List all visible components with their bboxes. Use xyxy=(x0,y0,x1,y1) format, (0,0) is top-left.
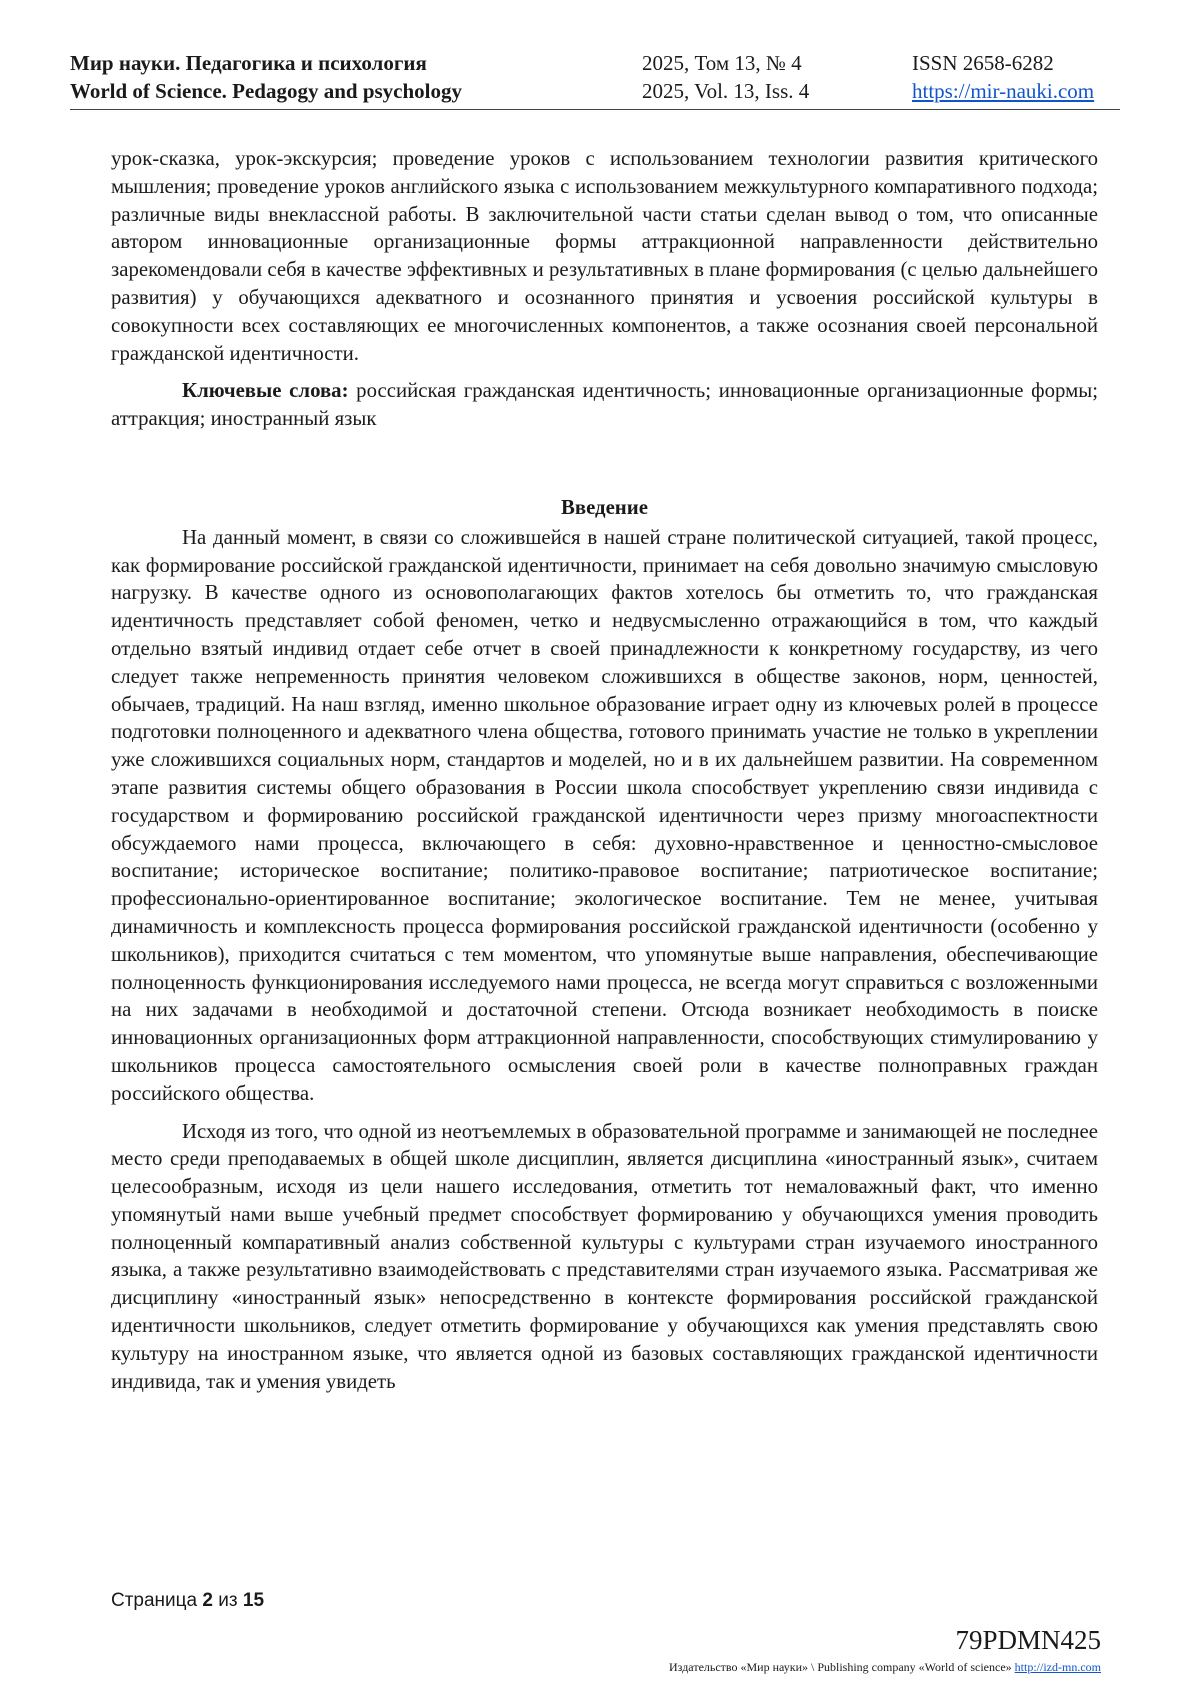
page-of: из xyxy=(218,1590,238,1611)
abstract-continuation: урок-сказка, урок-экскурсия; проведение уроков с использованием технологии развития критического мышления; проведение уроков английского языка с использованием межкультурного компаративного подхода; различные виды внеклассной работы. В заключительной части статьи сделан вывод о том, что описанные автором инновационные организационные формы аттракционной направленности действительно зарекомендовали себя в качестве эффективных и результативных в плане формирования (с целью дальнейшего развития) у обучающихся адекватного и осознанного принятия и усвоения российской культуры в совокупности всех составляющих ее многочисленных компонентов, а также осознания своей персональной гражданской идентичности. xyxy=(111,147,1098,365)
article-code: 79PDMN425 xyxy=(955,1625,1101,1655)
paragraph: На данный момент, в связи со сложившейся в нашей стране политической ситуацией, такой процесс, как формирование российской гражданской идентичности, принимает на себя довольно значимую смысловую нагрузку. В качестве одного из основополагающих фактов хотелось бы отметить то, что гражданская идентичность представляет собой феномен, четко и недвусмысленно отражающийся в том, что каждый отдельно взятый индивид отдает себе отчет в своей принадлежности к конкретному государству, из чего следует также непременность принятия человеком сложившихся в обществе законов, норм, ценностей, обычаев, традиций. На наш взгляд, именно школьное образование играет одну из ключевых ролей в процессе подготовки полноценного и адекватного члена общества, готового принимать участие не только в укреплении уже сложившихся социальных норм, стандартов и моделей, но и в их дальнейшем развитии. На современном этапе развития системы общего образования в России школа способствует укреплению связи индивида с государством и формированию российской гражданской идентичности через призму многоаспектности обсуждаемого нами процесса, включающего в себя: духовно-нравственное и ценностно-смысловое воспитание; историческое воспитание; политико-правовое воспитание; патриотическое воспитание; профессионально-ориентированное воспитание; экологическое воспитание. Тем не менее, учитывая динамичность и комплексность процесса формирования российской гражданской идентичности (особенно у школьников), приходится считаться с тем моментом, что упомянутые выше направления, обеспечивающие полноценность функционирования исследуемого нами процесса, не всегда могут справиться с возложенными на них задачами в необходимой и достаточной степени. Отсюда возникает необходимость в поиске инновационных организационных форм аттракционной направленности, способствующих стимулированию у школьников процесса самостоятельного осмысления своей роли в качестве полноправных граждан российского общества. xyxy=(111,525,1098,1105)
article-body xyxy=(111,145,1098,1395)
page-number xyxy=(111,1590,264,1612)
journal-title-en: World of Science. Pedagogy and psychology xyxy=(70,79,463,103)
publisher-link[interactable]: http://izd-mn.com xyxy=(1014,1660,1101,1674)
keywords-text: российская гражданская идентичность; инновационные организационные формы; аттракция; иностранный язык xyxy=(111,379,1098,431)
keywords-label: Ключевые слова: xyxy=(182,379,349,403)
page-label: Страница xyxy=(111,1590,198,1611)
keywords xyxy=(111,377,1098,433)
journal-url-cell xyxy=(912,78,1094,105)
paragraph: Исходя из того, что одной из неотъемлемых в образовательной программе и занимающей не последнее место среди преподаваемых в общей школе дисциплин, является дисциплина «иностранный язык», считаем целесообразным, исходя из цели нашего исследования, отметить тот немаловажный факт, что именно упомянутый нами выше учебный предмет способствует формированию у обучающихся умения проводить полноценный компаративный анализ собственной культуры с культурами стран изучаемого иностранного языка, а также результативно взаимодействовать с представителями стран изучаемого языка. Рассматривая же дисциплину «иностранный язык» непосредственно в контексте формирования российской гражданской идентичности школьников, следует отметить формирование у обучающихся как умения представлять свою культуру на иностранном языке, что является одной из базовых составляющих гражданской идентичности индивида, так и умения увидеть xyxy=(111,1119,1098,1393)
journal-title-ru: Мир науки. Педагогика и психология xyxy=(70,51,427,75)
page-header xyxy=(70,50,1120,110)
publisher-text: Издательство «Мир науки» \ Publishing company «World of science» xyxy=(669,1660,1012,1674)
page-total: 15 xyxy=(242,1590,265,1611)
page-current: 2 xyxy=(202,1590,213,1611)
volume-en: 2025, Vol. 13, Iss. 4 xyxy=(642,79,810,103)
section-title: Введение xyxy=(560,495,648,519)
header-divider xyxy=(70,109,1120,110)
journal-link[interactable]: https://mir-nauki.com xyxy=(912,79,1095,103)
publisher-line xyxy=(669,1660,1101,1675)
issn: ISSN 2658-6282 xyxy=(912,51,1054,75)
volume-ru: 2025, Том 13, № 4 xyxy=(642,51,802,75)
